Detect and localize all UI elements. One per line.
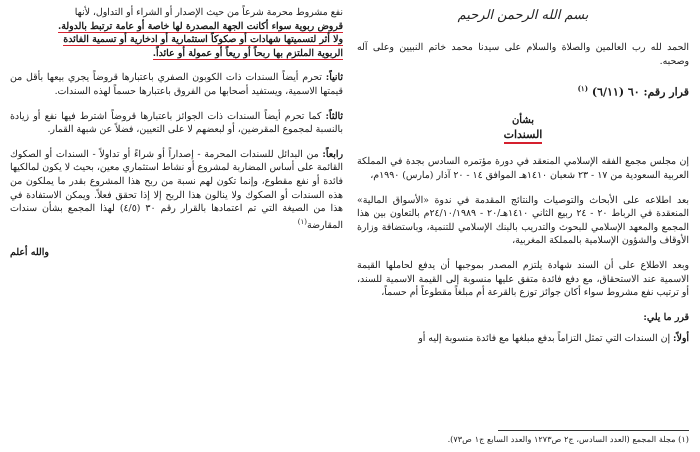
footnote: (١) مجلة المجمع (العدد السادس، ج٢ ص١٢٧٣ والعدد السابع ج١ ص٧٣). (447, 434, 689, 444)
clause-fourth (10, 148, 343, 233)
highlighted-line-3 (10, 47, 343, 61)
clause-second (10, 71, 343, 98)
about-label: بشأن (511, 115, 535, 127)
highlighted-line-2 (10, 33, 343, 47)
highlighted-text-2: ولا أثر لتسميتها شهادات أو صكوكاً استثمارية أو ادخارية أو تسمية الفائدة (63, 34, 343, 46)
clause-fourth-footnote-marker: (١) (297, 217, 307, 226)
left-column (10, 6, 343, 260)
decision-number-text: قرار رقم: ٦٠ (٦/١١) (591, 85, 689, 99)
preamble-paragraph-2: بعد اطلاعه على الأبحاث والتوصيات والنتائج المقدمة في ندوة «الأسواق المالية» المنعقدة في الرباط ٢٠ - ٢٤ ربيع الثاني ١٤١٠هـ/٢٠ - ٢٤/١٠/١٩٨٩م بالتعاون بين هذا المجمع والمعهد الإسلامي للبحوث والتدريب بالبنك الإسلامي للتنمية، وباستضافة وزارة الأوقاف والشؤون الإسلامية بالمملكة المغربية، (357, 194, 689, 247)
footnote-divider (498, 430, 689, 431)
clause-third (10, 110, 343, 137)
praise-text: الحمد لله رب العالمين والصلاة والسلام على سيدنا محمد خاتم النبيين وعلى آله وصحبه. (357, 42, 689, 67)
clause-third-text: كما تحرم أيضاً السندات ذات الجوائز باعتبارها قروضاً اشترط فيها نفع أو زيادة بالنسبة لمجموع المقرضين، أو لبعضهم لا على التعيين، فضلاً عن شبهة القمار. (10, 110, 343, 136)
highlighted-line-1 (10, 20, 343, 34)
clause-fourth-text: من البدائل للسندات المحرمة - إصداراً أو شراءً أو تداولاً - السندات أو الصكوك القائمة على أساس المضاربة لمشروع أو نشاط استثماري معين، بحيث لا يكون لمالكيها فائدة أو نفع مقطوع، وإنما تكون لهم نسبة من ربح هذا المشروع بقدر ما يملكون من هذه السندات أو الصكوك ولا ينالون هذا الربح إلا إذا تحقق فعلاً. ويمكن الاستفادة في هذا من الصيغة التي تم اعتمادها بالقرار رقم ٣٠ (٤/٥) لهذا المجمع بشأن سندات المقارضة (10, 148, 344, 231)
resolution-heading: قرر ما يلي: (643, 311, 689, 323)
highlighted-text-1: قروض ربوية سواء أكانت الجهة المصدرة لها خاصة أو عامة ترتبط بالدولة. (57, 20, 343, 32)
basmala-heading: بسم الله الرحمن الرحيم (457, 8, 589, 23)
clause-first-text: إن السندات التي تمثل التزاماً بدفع مبلغها مع فائدة منسوبة إليه أو (418, 333, 671, 345)
clause-second-label: ثانياً: (325, 72, 343, 84)
clause-first-continuation: نفع مشروط محرمة شرعاً من حيث الإصدار أو الشراء أو التداول، لأنها (74, 7, 343, 18)
preamble-paragraph-3: وبعد الاطلاع على أن السند شهادة يلتزم المصدر بموجبها أن يدفع لحاملها القيمة الاسمية عند الاستحقاق، مع دفع فائدة متفق عليها منسوبة إلى القيمة الاسمية للسند، أو ترتيب نفع مشروط سواء أكان جوائز توزع بالقرعة أم مبلغاً مقطوعاً أم حسماً، (357, 260, 689, 299)
closing-phrase: والله أعلم (10, 247, 49, 259)
clause-first-label: أولاً: (673, 333, 689, 345)
clause-second-text: تحرم أيضاً السندات ذات الكوبون الصفري باعتبارها قروضاً يجري بيعها بأقل من قيمتها الاسمية، ويستفيد أصحابها من الفروق باعتبارها حسماً لهذه السندات. (10, 72, 343, 97)
right-column (357, 6, 689, 346)
clause-third-label: ثالثاً: (325, 110, 344, 122)
topic-title (357, 128, 689, 141)
clause-fourth-label: رابعاً: (322, 148, 343, 160)
topic-title-text: السندات (504, 128, 543, 144)
clause-first (357, 332, 689, 346)
highlighted-text-3: الربوية الملتزم بها ربحاً أو ريعاً أو عمولة أو عائداً. (152, 47, 343, 59)
preamble-paragraph-1: إن مجلس مجمع الفقه الإسلامي المنعقد في دورة مؤتمره السادس بجدة في المملكة العربية السعودية من ١٧ - ٢٣ شعبان ١٤١٠هـ الموافق ١٤ - ٢٠ آذار (مارس) ١٩٩٠م، (357, 156, 689, 182)
decision-number (357, 82, 689, 99)
decision-footnote-marker: (١) (577, 84, 588, 94)
